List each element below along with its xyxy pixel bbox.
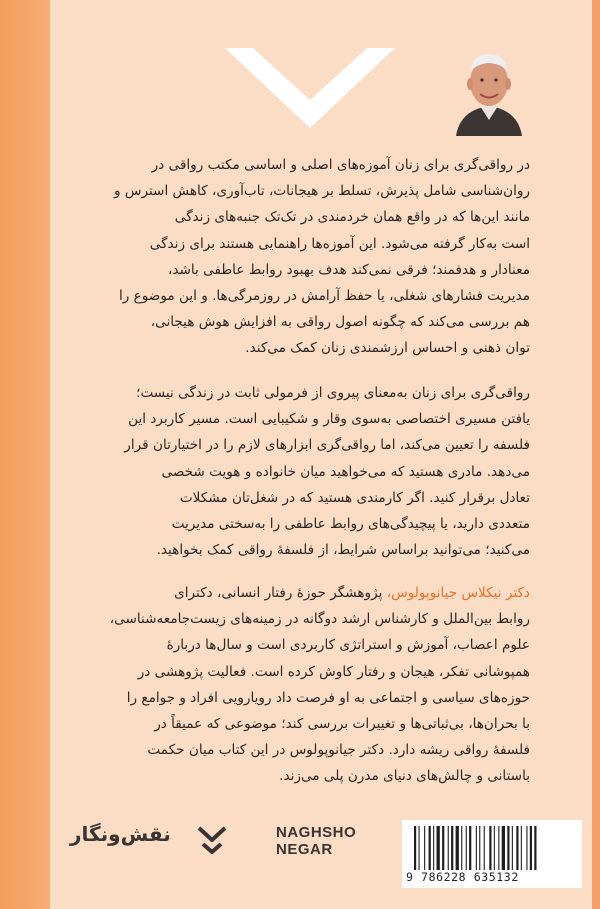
barcode-bar: [466, 826, 467, 870]
right-border-strip: [592, 0, 600, 909]
barcode-bar: [414, 826, 416, 870]
text-line: مدیریت فشارهای شغلی، یا حفظ آرامش در روزمرگی‌ها. و این موضوع را: [119, 288, 530, 305]
publisher-logo-fa: نقش‌ونگار: [70, 822, 171, 846]
barcode-bar: [516, 826, 518, 870]
barcode-bar: [429, 826, 431, 870]
text-line: می‌کنید؛ می‌توانید براساس شرایط، از فلسفهٔ رواقی کمک بخواهید.: [156, 542, 530, 559]
barcode-bar: [451, 826, 453, 870]
description-paragraph-2: [60, 380, 530, 563]
text-line: هم بررسی می‌کند که چگونه اصول رواقی به افزایش هوش هیجانی،: [150, 314, 530, 331]
barcode-bar: [534, 826, 536, 870]
description-paragraph-1: [60, 152, 530, 362]
barcode-bar: [442, 826, 444, 870]
text-line: معنادار و هدفمند؛ فرقی نمی‌کند هدف بهبود روابط عاطفی باشد،: [168, 261, 530, 278]
isbn-barcode: [402, 820, 582, 888]
text-line: تعادل برقرار کنید. اگر کارمندی هستید که در شغل‌تان مشکلات: [179, 489, 530, 506]
barcode-bar: [498, 826, 499, 870]
author-bio-intro: پژوهشگر حوزهٔ رفتار انسانی، دکترای: [174, 585, 387, 601]
text-line: متعددی دارید، یا پیچیدگی‌های روابط عاطفی را به‌سختی مدیریت: [171, 516, 530, 533]
barcode-bar: [512, 826, 513, 870]
publisher-logo-en-line1: NAGHSHO: [276, 824, 357, 841]
text-line: فلسفهٔ رواقی ریشه دارد. دکتر جیانوپولوس در این کتاب میان حکمت: [147, 742, 530, 759]
barcode-bar: [494, 826, 495, 870]
barcode-bar: [476, 826, 477, 870]
text-line: فلسفه را تعیین می‌کند، اما رواقی‌گری ابزارهای لازم را در اختیارتان قرار: [124, 437, 530, 454]
text-line: باستانی و چالش‌های دنیای مدرن پلی می‌زند.: [279, 768, 530, 785]
publisher-logo-icon: [195, 822, 229, 858]
barcode-bar: [479, 826, 480, 870]
text-line: می‌دهد. مادری هستید که می‌خواهید میان خانواده و هویت شخصی: [161, 463, 530, 480]
chevron-down-icon: [225, 48, 395, 128]
barcode-bar: [456, 826, 459, 870]
text-line: یافتن مسیری اختصاصی به‌سوی وقار و شکیبایی است. مسیر کاربرد این: [128, 411, 530, 428]
author-portrait: [450, 44, 528, 136]
author-bio-paragraph: [60, 580, 530, 790]
barcode-bar: [502, 826, 505, 870]
barcode-bar: [461, 826, 462, 870]
text-line: با بحران‌ها، بی‌ثباتی‌ها و تغییرات بررسی کند؛ موضوعی که عمیقاً در: [154, 716, 530, 733]
text-line: علوم اعصاب، آموزش و استراتژی کاربردی است و سال‌ها دربارهٔ: [166, 637, 530, 654]
barcode-bar: [448, 826, 449, 870]
text-line: همپوشانی تفکر، هیجان و رفتار کاوش کرده است. فعالیت پژوهشی در: [137, 663, 530, 680]
barcode-bar: [521, 826, 522, 870]
publisher-logo-en-line2: NEGAR: [276, 841, 333, 858]
barcode-bar: [469, 826, 471, 870]
isbn-digits: 9 786228 635132: [406, 870, 519, 884]
text-line: است به‌کار گرفته می‌شود. این آموزه‌ها راهنمایی هستند برای زندگی: [149, 235, 530, 252]
barcode-bars: [410, 826, 574, 870]
barcode-bar: [507, 826, 509, 870]
text-line: روان‌شناسی شامل پذیرش، تسلط بر هیجانات، تاب‌آوری، کاهش استرس و: [113, 183, 530, 200]
cover-footer: [50, 800, 592, 909]
text-line: روابط بین‌الملل و کارشناس ارشد دوگانه در زمینه‌های زیست‌جامعه‌شناسی،: [109, 611, 530, 628]
barcode-bar: [433, 826, 434, 870]
barcode-bar: [526, 826, 527, 870]
text-line: [60, 580, 530, 606]
barcode-bar: [489, 826, 491, 870]
text-line: رواقی‌گری برای زنان به‌معنای پیروی از فرمولی ثابت در زندگی نیست؛: [136, 385, 530, 401]
barcode-bar: [484, 826, 485, 870]
left-border-strip: [0, 0, 50, 909]
author-name: دکتر نیکلاس جیانوپولوس،: [386, 585, 530, 601]
barcode-bar: [530, 826, 532, 870]
barcode-bar: [419, 826, 420, 870]
publisher-logo-en: [276, 824, 356, 858]
barcode-bar: [424, 826, 425, 870]
barcode-bar: [437, 826, 440, 870]
text-line: توان ذهنی و احساس ارزشمندی زنان کمک می‌کند.: [245, 340, 530, 357]
text-line: مانند این‌ها که در واقع همان خردمندی در تک‌تک جنبه‌های زندگی: [174, 209, 530, 226]
text-line: حوزه‌های سیاسی و اجتماعی به او فرصت داد رویارویی افراد و جوامع را: [126, 689, 530, 706]
text-line: در رواقی‌گری برای زنان آموزه‌های اصلی و اساسی مکتب رواقی در: [151, 157, 530, 173]
